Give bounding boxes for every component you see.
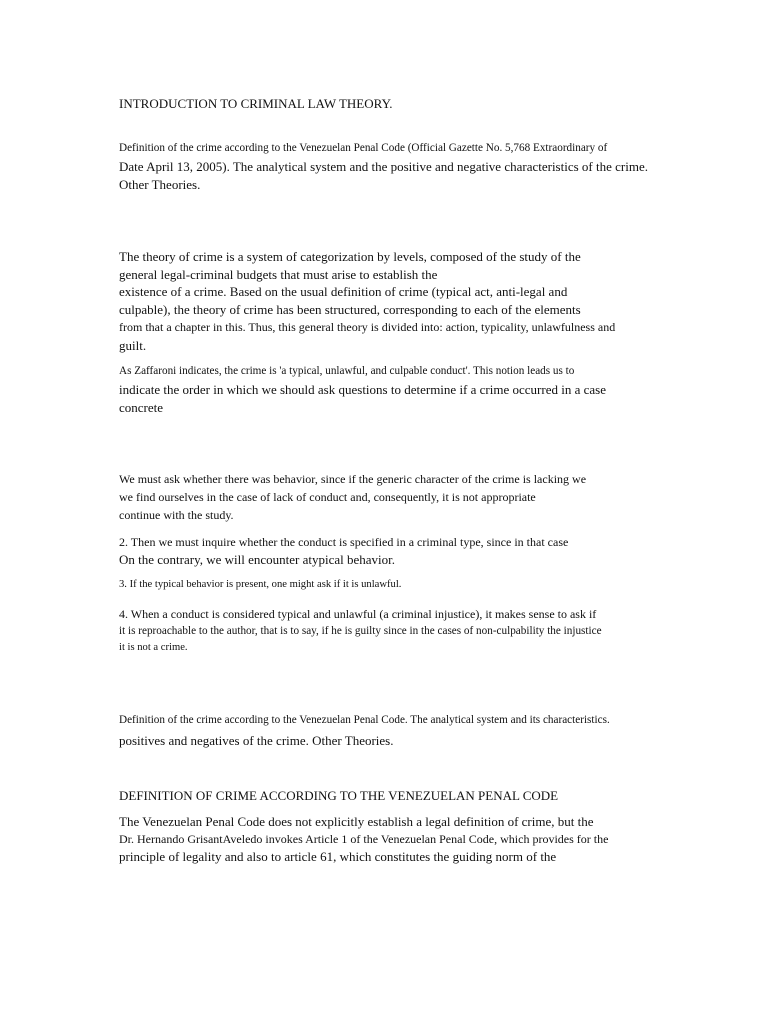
- theory-line-2: general legal-criminal budgets that must arise to establish the: [119, 267, 438, 282]
- behavior-line-1: We must ask whether there was behavior, since if the generic character of the crime is lacking we: [119, 472, 587, 486]
- summary-line-1: Definition of the crime according to the Venezuelan Penal Code. The analytical system and its characteristics.: [119, 714, 610, 726]
- code-line-2: Dr. Hernando GrisantAveledo invokes Article 1 of the Venezuelan Penal Code, which provides for the: [119, 832, 609, 846]
- item-2-line-2: On the contrary, we will encounter atypical behavior.: [119, 552, 396, 567]
- zaffaroni-line-3: concrete: [119, 400, 164, 415]
- item-3-line: 3. If the typical behavior is present, one might ask if it is unlawful.: [119, 579, 402, 590]
- item-4-line-1: 4. When a conduct is considered typical and unlawful (a criminal injustice), it makes sense to ask if: [119, 607, 597, 621]
- intro-line-3: Other Theories.: [119, 177, 201, 192]
- section-heading: DEFINITION OF CRIME ACCORDING TO THE VENEZUELAN PENAL CODE: [119, 788, 559, 803]
- theory-line-3: existence of a crime. Based on the usual definition of crime (typical act, anti-legal and: [119, 284, 568, 299]
- theory-line-6: guilt.: [119, 338, 147, 353]
- theory-line-1: The theory of crime is a system of categorization by levels, composed of the study of the: [119, 249, 581, 264]
- behavior-line-2: we find ourselves in the case of lack of conduct and, consequently, it is not appropriate: [119, 490, 536, 504]
- document-title: INTRODUCTION TO CRIMINAL LAW THEORY.: [119, 96, 393, 111]
- zaffaroni-line-1: As Zaffaroni indicates, the crime is 'a typical, unlawful, and culpable conduct'. This notion leads us to: [119, 365, 575, 377]
- code-line-1: The Venezuelan Penal Code does not explicitly establish a legal definition of crime, but the: [119, 814, 594, 829]
- intro-line-2: Date April 13, 2005). The analytical system and the positive and negative characteristics of the crime.: [119, 159, 648, 174]
- intro-line-1: Definition of the crime according to the Venezuelan Penal Code (Official Gazette No. 5,768 Extraordinary of: [119, 142, 608, 154]
- summary-line-2: positives and negatives of the crime. Other Theories.: [119, 733, 394, 748]
- code-line-3: principle of legality and also to article 61, which constitutes the guiding norm of the: [119, 849, 557, 864]
- item-4-line-2: it is reproachable to the author, that is to say, if he is guilty since in the cases of non-culpability the injustice: [119, 625, 602, 637]
- zaffaroni-line-2: indicate the order in which we should ask questions to determine if a crime occurred in a case: [119, 382, 606, 397]
- theory-line-4: culpable), the theory of crime has been structured, corresponding to each of the elements: [119, 302, 581, 317]
- theory-line-5: from that a chapter in this. Thus, this general theory is divided into: action, typicality, unlawfulness and: [119, 320, 616, 334]
- item-4-line-3: it is not a crime.: [119, 642, 188, 653]
- behavior-line-3: continue with the study.: [119, 508, 234, 522]
- item-2-line-1: 2. Then we must inquire whether the conduct is specified in a criminal type, since in that case: [119, 535, 569, 549]
